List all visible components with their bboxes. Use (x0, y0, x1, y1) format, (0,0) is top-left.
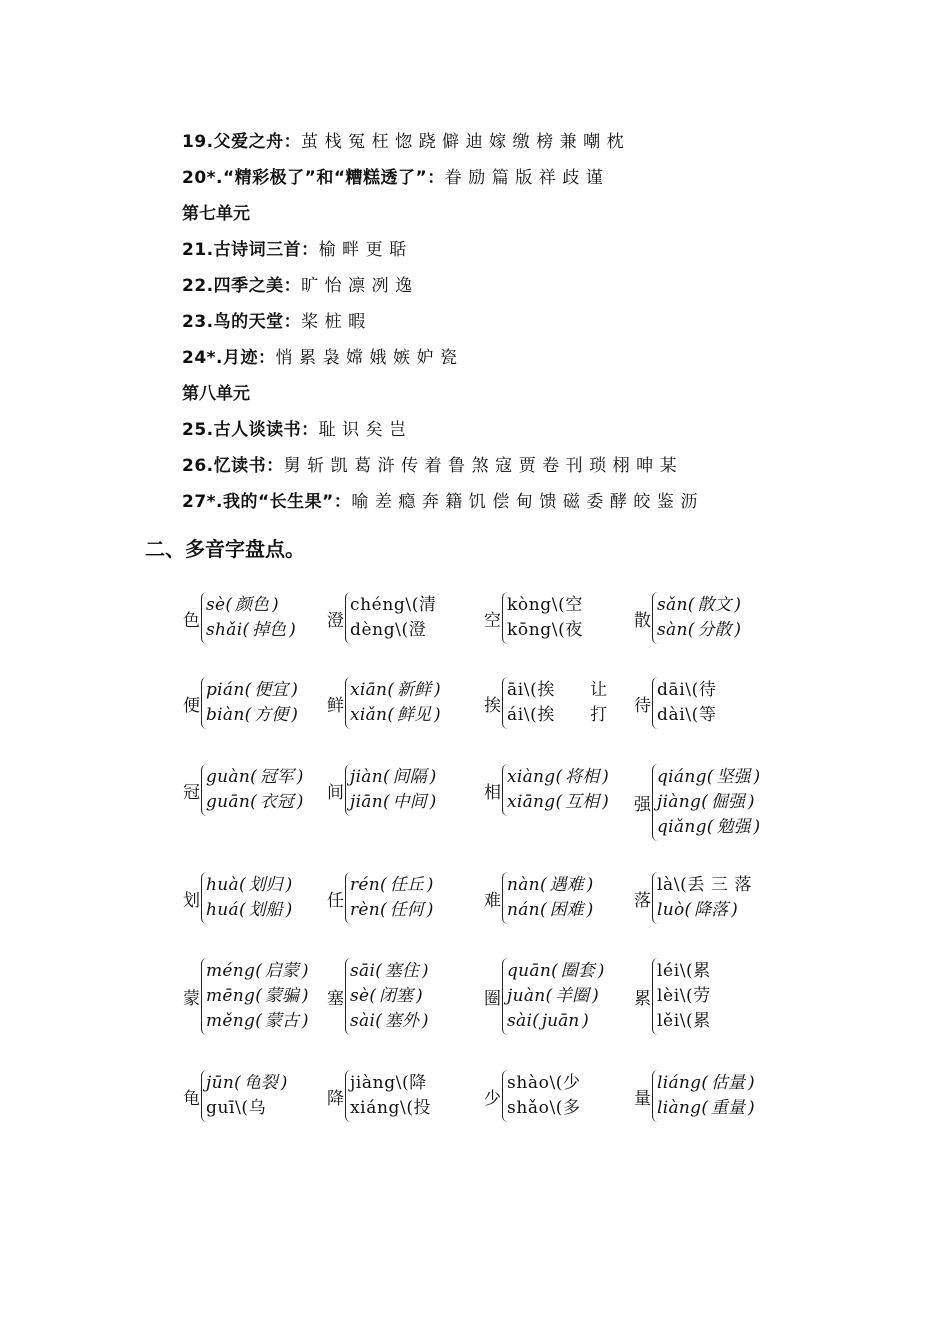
reading-text: ái\(挨 打 (507, 705, 608, 725)
reading-line (507, 593, 619, 618)
example-word: 任丘 (389, 875, 424, 895)
polyphone-char: 累 (634, 989, 651, 1009)
reading-line: sài( juān ) (507, 1011, 589, 1031)
polyphone-entry (634, 1070, 755, 1122)
example-word: 遇难 (549, 875, 584, 895)
polyphone-char: 冠 (183, 782, 200, 803)
reading-line (657, 873, 752, 898)
pinyin: měng (206, 1011, 256, 1031)
pinyin: juàn (507, 986, 546, 1006)
polyphone-char: 落 (634, 890, 651, 911)
polyphone-char: 量 (634, 1088, 651, 1109)
pinyin: huà (206, 875, 239, 895)
pinyin: sāi (350, 961, 376, 981)
reading-line: jiàn( 间隔 ) (350, 767, 437, 787)
polyphone-entry (327, 1070, 431, 1122)
example-word: 新鲜 (396, 680, 431, 700)
reading-brace (652, 958, 711, 1035)
polyphone-char: 少 (484, 1088, 501, 1109)
example-word: 蒙古 (264, 1011, 299, 1031)
lesson-title: 26.忆读书： (182, 456, 284, 476)
reading-text: lèi\(劳 (657, 986, 711, 1006)
lesson-characters: 舅斩凯葛浒传着鲁煞寇贾卷刊琐栩呻某 (283, 456, 684, 476)
reading-line: jūn( 龟裂 ) (206, 1073, 288, 1093)
polyphone-entry (183, 764, 303, 816)
reading-text: kōng\(夜 (507, 620, 583, 640)
polyphone-char: 挨 (484, 695, 501, 716)
reading-line: jiàng( 倔强 ) (657, 792, 755, 812)
reading-brace (502, 677, 627, 729)
polyphone-entry (327, 592, 437, 644)
reading-line: nàn( 遇难 ) (507, 875, 594, 895)
reading-line (657, 1009, 711, 1034)
reading-brace (345, 677, 441, 729)
reading-line: liáng( 估量 ) (657, 1073, 755, 1093)
lesson-title: 24*.月迹： (182, 348, 276, 368)
pinyin: rén (350, 875, 381, 895)
reading-line (206, 1096, 287, 1121)
reading-line: pián( 便宜 ) (206, 680, 298, 700)
reading-line (507, 703, 627, 728)
lesson-row (182, 415, 413, 440)
pinyin: jiàng (657, 792, 702, 812)
example-word: 散文 (697, 595, 732, 615)
reading-line (507, 1096, 581, 1121)
polyphone-char: 划 (183, 890, 200, 911)
polyphone-char: 难 (484, 890, 501, 911)
pinyin: luò (657, 900, 685, 920)
example-word: 划船 (248, 900, 283, 920)
lesson-title: 19.父爱之舟： (182, 132, 302, 152)
polyphone-char: 强 (634, 795, 651, 815)
reading-line: guàn( 冠军 ) (206, 767, 304, 787)
reading-text: dāi\(待 (657, 680, 717, 700)
reading-line: rèn( 任何 ) (350, 900, 434, 920)
reading-text: chéng\(清 (350, 595, 437, 615)
lesson-characters: 榆畔更聒 (318, 240, 413, 260)
reading-brace (201, 958, 309, 1035)
lesson-title: 21.古诗词三首： (182, 240, 319, 260)
reading-line: huà( 划归 ) (206, 875, 293, 895)
example-word: 勉强 (716, 817, 751, 837)
polyphone-entry (183, 592, 296, 644)
polyphone-entry (634, 958, 711, 1035)
reading-text: xiáng\(投 (350, 1098, 432, 1118)
example-word: 重量 (710, 1098, 745, 1118)
reading-line: xiāng( 互相 ) (507, 792, 609, 812)
pinyin: sǎn (657, 595, 688, 615)
polyphone-entry (183, 1070, 287, 1122)
polyphone-entry (484, 872, 593, 924)
reading-brace (201, 872, 292, 924)
reading-text: kòng\(空 (507, 595, 583, 615)
pinyin: nán (507, 900, 540, 920)
reading-line: qiǎng( 勉强 ) (657, 817, 761, 837)
reading-brace (652, 677, 747, 729)
example-word: 困难 (549, 900, 584, 920)
unit-heading: 第八单元 (182, 384, 250, 404)
reading-brace (201, 1070, 287, 1122)
lesson-characters: 耻识矣岂 (318, 420, 413, 440)
polyphone-entry (327, 958, 428, 1035)
reading-text: shǎo\(多 (507, 1098, 581, 1118)
example-word: 龟裂 (243, 1073, 278, 1093)
lesson-characters: 喻差瘾奔籍饥偿甸馈磁委酵皎鉴沥 (351, 492, 704, 512)
polyphone-char: 色 (183, 610, 200, 631)
reading-brace (502, 872, 593, 924)
polyphone-char: 澄 (327, 610, 344, 631)
reading-line (657, 703, 747, 728)
pinyin: pián (206, 680, 245, 700)
polyphone-entry (327, 872, 433, 924)
polyphone-char: 蒙 (183, 989, 200, 1009)
example-word: 间隔 (392, 767, 427, 787)
reading-line: sāi( 塞住 ) (350, 961, 429, 981)
pinyin: liáng (657, 1073, 702, 1093)
reading-line (507, 618, 619, 643)
lesson-row (182, 487, 704, 512)
polyphone-entry (183, 677, 298, 729)
pinyin: sàn (657, 620, 688, 640)
lesson-characters: 悄累袅嫦娥嫉妒瓷 (275, 348, 464, 368)
lesson-row (182, 343, 464, 368)
example-word: 估量 (710, 1073, 745, 1093)
reading-text: dèng\(澄 (350, 620, 427, 640)
example-word: 便宜 (254, 680, 289, 700)
reading-brace (502, 592, 619, 644)
reading-brace (201, 764, 303, 816)
reading-text: jiàng\(降 (350, 1073, 427, 1093)
pinyin: jiān (350, 792, 383, 812)
example-word: 中间 (392, 792, 427, 812)
example-word: 坚强 (716, 767, 751, 787)
polyphone-entry (634, 764, 760, 841)
polyphone-char: 鲜 (327, 695, 344, 716)
lesson-title: 20*.“精彩极了”和“糟糕透了”： (182, 168, 445, 188)
lesson-characters: 眷励篇版祥歧谨 (444, 168, 610, 188)
pinyin: xiāng (507, 792, 556, 812)
reading-line (507, 678, 627, 703)
polyphone-char: 待 (634, 695, 651, 716)
reading-line (657, 959, 711, 984)
lesson-row (182, 127, 630, 152)
reading-text: léi\(累 (657, 961, 711, 981)
polyphone-entry (327, 677, 441, 729)
reading-line: biàn( 方便 ) (206, 705, 298, 725)
example-word: 塞外 (384, 1011, 419, 1031)
pinyin: xiǎn (350, 705, 388, 725)
example-word: juān (541, 1011, 580, 1031)
polyphone-entry (634, 872, 752, 924)
example-word: 蒙骗 (264, 986, 299, 1006)
pinyin: sài (350, 1011, 376, 1031)
polyphone-char: 圈 (484, 989, 501, 1009)
example-word: 冠军 (259, 767, 294, 787)
polyphone-char: 任 (327, 890, 344, 911)
pinyin: sè (350, 986, 370, 1006)
pinyin: xiān (350, 680, 388, 700)
reading-line: qiáng( 坚强 ) (657, 767, 761, 787)
pinyin: liàng (657, 1098, 702, 1118)
example-word: 分散 (697, 620, 732, 640)
example-word: 倔强 (710, 792, 745, 812)
lesson-row (182, 163, 609, 188)
reading-line: quān( 圈套 ) (507, 961, 605, 981)
pinyin: guàn (206, 767, 251, 787)
pinyin: guān (206, 792, 251, 812)
pinyin: huá (206, 900, 239, 920)
reading-brace (345, 1070, 431, 1122)
lesson-title: 22.四季之美： (182, 276, 302, 296)
lesson-characters: 桨桩暇 (301, 312, 372, 332)
lesson-row (182, 451, 683, 476)
pinyin: rèn (350, 900, 381, 920)
reading-line: sè( 闭塞 ) (350, 986, 423, 1006)
unit-heading: 第七单元 (182, 204, 250, 224)
reading-text: guī\(乌 (206, 1098, 267, 1118)
reading-brace (345, 764, 436, 816)
reading-brace (201, 677, 298, 729)
example-word: 掉色 (252, 620, 287, 640)
example-word: 方便 (254, 705, 289, 725)
pinyin: qiáng (657, 767, 707, 787)
reading-line: luò( 降落 ) (657, 900, 738, 920)
reading-brace (502, 764, 609, 816)
example-word: 互相 (565, 792, 600, 812)
polyphone-entry (327, 764, 436, 816)
example-word: 衣冠 (259, 792, 294, 812)
example-word: 羊圈 (555, 986, 590, 1006)
example-word: 闭塞 (379, 986, 414, 1006)
pinyin: quān (507, 961, 552, 981)
example-word: 划归 (248, 875, 283, 895)
example-word: 圈套 (560, 961, 595, 981)
polyphone-entry (484, 677, 627, 729)
reading-brace (345, 872, 433, 924)
polyphone-entry (484, 1070, 581, 1122)
reading-line (350, 1096, 431, 1121)
pinyin: nàn (507, 875, 540, 895)
lesson-row (182, 235, 413, 260)
pinyin: sè (206, 595, 226, 615)
reading-line: guān( 衣冠 ) (206, 792, 304, 812)
lesson-title: 23.鸟的天堂： (182, 312, 302, 332)
reading-text: là\(丢 三 落 (657, 875, 753, 895)
reading-line: huá( 划船 ) (206, 900, 293, 920)
lesson-characters: 旷怡凛冽逸 (301, 276, 419, 296)
reading-line: juàn( 羊圈 ) (507, 986, 599, 1006)
polyphone-char: 便 (183, 695, 200, 716)
polyphone-entry (484, 764, 609, 816)
polyphone-char: 塞 (327, 989, 344, 1009)
reading-brace (652, 1070, 755, 1122)
reading-line: rén( 任丘 ) (350, 875, 434, 895)
polyphone-char: 龟 (183, 1088, 200, 1109)
lesson-title: 27*.我的“长生果”： (182, 492, 352, 512)
pinyin: qiǎng (657, 817, 707, 837)
reading-line: shǎi( 掉色 ) (206, 620, 296, 640)
reading-line: nán( 困难 ) (507, 900, 594, 920)
example-word: 塞住 (384, 961, 419, 981)
polyphone-char: 间 (327, 782, 344, 803)
reading-line: méng( 启蒙 ) (206, 961, 309, 981)
reading-line (657, 984, 711, 1009)
pinyin: xiàng (507, 767, 556, 787)
polyphone-entry (183, 872, 292, 924)
reading-line: liàng( 重量 ) (657, 1098, 755, 1118)
reading-text: āi\(挨 让 (507, 680, 608, 700)
reading-brace (652, 764, 760, 841)
reading-brace (652, 872, 752, 924)
polyphone-entry (634, 592, 741, 644)
pinyin: shǎi (206, 620, 243, 640)
reading-line: sàn( 分散 ) (657, 620, 741, 640)
polyphone-entry (634, 677, 747, 729)
pinyin: méng (206, 961, 256, 981)
reading-line (350, 1071, 431, 1096)
reading-brace (345, 958, 428, 1035)
polyphone-entry (484, 958, 604, 1035)
polyphone-char: 相 (484, 782, 501, 803)
reading-line: sè( 颜色 ) (206, 595, 279, 615)
reading-text: shào\(少 (507, 1073, 581, 1093)
section-title: 二、多音字盘点。 (145, 537, 305, 561)
example-word: 启蒙 (264, 961, 299, 981)
pinyin: sài (507, 1011, 533, 1031)
reading-line: měng( 蒙古 ) (206, 1011, 309, 1031)
lesson-title: 25.古人谈读书： (182, 420, 319, 440)
lesson-row (182, 307, 372, 332)
example-word: 将相 (565, 767, 600, 787)
reading-text: dài\(等 (657, 705, 717, 725)
lesson-characters: 茧栈冤枉惚跷僻迪嫁缴榜兼嘲枕 (301, 132, 631, 152)
reading-line: mēng( 蒙骗 ) (206, 986, 309, 1006)
reading-brace (652, 592, 741, 644)
reading-line: sài( 塞外 ) (350, 1011, 429, 1031)
reading-brace (502, 1070, 581, 1122)
reading-line (507, 1071, 581, 1096)
reading-brace (201, 592, 296, 644)
pinyin: mēng (206, 986, 256, 1006)
reading-line: xiǎn( 鲜见 ) (350, 705, 441, 725)
lesson-row (182, 271, 419, 296)
reading-line: sǎn( 散文 ) (657, 595, 741, 615)
reading-line: xiàng( 将相 ) (507, 767, 609, 787)
reading-brace (345, 592, 437, 644)
example-word: 鲜见 (396, 705, 431, 725)
polyphone-entry (183, 958, 309, 1035)
pinyin: jiàn (350, 767, 383, 787)
reading-line: jiān( 中间 ) (350, 792, 437, 812)
pinyin: biàn (206, 705, 245, 725)
reading-line: xiān( 新鲜 ) (350, 680, 441, 700)
reading-brace (502, 958, 604, 1035)
pinyin: jūn (206, 1073, 235, 1093)
example-word: 降落 (694, 900, 729, 920)
polyphone-char: 降 (327, 1088, 344, 1109)
reading-line (657, 678, 747, 703)
polyphone-char: 空 (484, 610, 501, 631)
reading-line (350, 593, 437, 618)
example-word: 任何 (389, 900, 424, 920)
example-word: 颜色 (235, 595, 270, 615)
polyphone-char: 散 (634, 610, 651, 631)
reading-line (350, 618, 437, 643)
polyphone-entry (484, 592, 619, 644)
reading-text: lěi\(累 (657, 1011, 711, 1031)
